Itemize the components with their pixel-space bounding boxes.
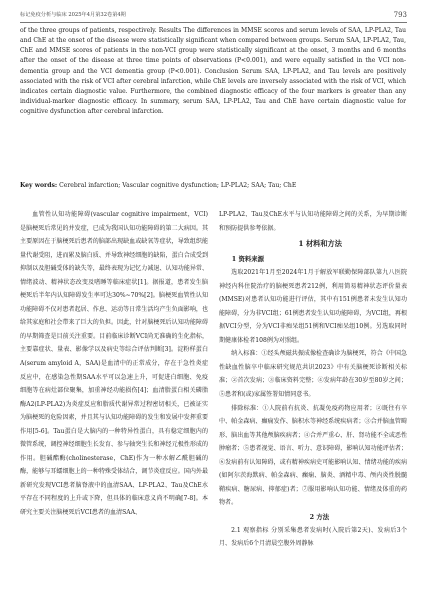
running-header bbox=[20, 11, 407, 21]
journal-header: 标记免疫分析与临床 2025年4月第32卷第4期 bbox=[20, 12, 126, 18]
abstract-paragraph: of the three groups of patients, respectively. Results The differences in MMSE scores and serum levels of SAA, LP-PLA2, Tau and ChE at the onset of the disease were statistically significant when compared between groups. Serum SAA, LP-PLA2, Tau, ChE and MMSE scores of patients in the non-VCI group were statistically significant at the onset, 3 months and 6 months after the onset of the disease at three time points of observations (P<0.001), and were equally satisfied in the VCI non-dementia group and the VCI dementia group (P<0.001). Conclusion Serum SAA, LP-PLA2, and Tau levels are positively associated with the risk of VCI after cerebral infarction, while ChE levels are inversely associated with the risk of VCI, which indicates certain diagnostic value. Furthermore, the combined diagnostic efficacy of the four markers is greater than any individual-marker diagnostic efficacy. In summary, serum SAA, LP-PLA2, Tau and ChE have certain diagnostic value for cognitive dysfunction after cerebral infarction. bbox=[20, 27, 406, 116]
paragraph-exclusion: 排除标准：①人院前有抗炎、抗凝免疫药物应用者；②既往有卒中、帕金森病、癫痫发作、脑积水等神经系统疾病者；③合并脑血管畸形、脑出血等其他颅脑疾病者；④合并严重心、肝、肾功能不全或恶性肿瘤者；⑤患者视觉、语言、听力、意识障碍，影响认知功能评估者；⑥发病前有认知障碍，或有精神疾病史可能影响认知、情绪功能的疾病(如阿尔茨海默病、帕金森病、癫痫、脑炎、酒精中毒、颅内炎性脱髓鞘疾病、糖尿病、抑郁症)者；⑦服用影响认知功能、情绪及体重的药物者。 bbox=[219, 404, 407, 507]
left-column bbox=[20, 208, 208, 520]
right-column bbox=[219, 208, 407, 551]
intro-continuation: LP-PLA2、Tau及ChE水平与认知功能障碍之间的关系，为早期诊断和预防提供参考依据。 bbox=[219, 211, 407, 232]
paragraph-inclusion: 纳入标准：①经头颅磁共振成像检查确诊为脑梗死，符合《中国急性缺血性脑卒中临床研究规范共识2023》中有关脑梗死诊断相关标准；②首次发病；③临床资料完整；④发病年龄在30岁至80岁之间；⑤患者和(或)家属签署知情同意书。 bbox=[219, 350, 407, 399]
paragraph-methods: 2.1 观察指标 分别采集患者发病时(入院后第2天)、发病后3个月、发病后6个月清晨空腹外周静脉 bbox=[219, 526, 407, 548]
section-title: 1 材料和方法 bbox=[298, 239, 342, 249]
page-number: 793 bbox=[393, 11, 407, 19]
header-rule bbox=[20, 22, 407, 23]
english-abstract bbox=[20, 26, 406, 117]
keywords-text: Cerebral infarction; Vascular cognitive dysfunction; LP-PLA2; SAA; Tau; ChE bbox=[59, 182, 297, 189]
paragraph-data-source: 选取2021年1月至2024年1月于解放军联勤保障部队第九八医院神经内科住院治疗的脑梗死患者212例，利用简易精神状态评价量表(MMSE)对患者认知功能进行评估，其中有151例患者未发生认知功能障碍，分为非VCI组；61例患者发生认知功能障碍，为VCI组，再根据VCI分型，分为VCI非痴呆组51例和VCI痴呆组10例。另选取同时期健康体检者108例为对照组。 bbox=[219, 269, 407, 344]
subsection-title-2: 2 方法 bbox=[309, 512, 330, 521]
keywords-label: Key words: bbox=[20, 182, 58, 189]
intro-paragraph: 血管性认知功能障碍(vascular cognitive impairment，VCI)是脑梗死后常见的并发症，已成为我国认知功能障碍的第二大病因。其主要原因在于脑梗死后患者的脑部出现缺血或缺氧等症状，导致组织能量代谢受阻，进而累及脑白质、并导致神经细胞的缺陷，蛋白合成受到抑制以及胆碱受体的缺失等，最终表现为记忆力减退、认知功能异常、情绪波动、精神状态改变及嗜睡等临床症状[1]。据报道，患者发生脑梗死后半年内认知障碍发生率可达30%~70%[2]。脑梗死血管性认知功能障碍不仅对患者起居、作息、运动等日常生活均产生负面影响，也给其家庭和社会带来了巨大的负担。因此，针对脑梗死后认知功能障碍的早期筛查是目前关注重要。目前临床诊断VCI尚无准确的生化指标，主要靠症状、量表、影像学以及病史等综合评估判断[3]。淀粉样蛋白A(serum amyloid A，SAA)是血清中的正常成分，存在于急性炎症反应中，在感染急性期SAA水平可以急速上升，可促进白细胞、免疫细胞等在病灶部位聚集，加重神经功能损伤[4]；血清脂蛋白相关磷脂酶A2(LP-PLA2)为炎症反应和脂质代谢异常过程密切相关，已被证实为脑梗死的危险因素，并且其与认知功能障碍的发生和发展中发挥重要作用[5-6]。Tau蛋白是大脑内的一种特异性蛋白，具有稳定细胞内的微管系统，调控神经细胞生长发育、参与轴突生长和神经元极性形成的作用。胆碱酯酶(cholinesterase，ChE)作为一种水解乙酰胆碱的酶，能够与耳蠕细胞上的一种特殊受体结合，调节炎症反应。国内外最新研究发现VCI患者脑脊液中的血清SAA、LP-PLA2、Tau及ChE水平存在不同程度的上升或下降，但具体的临床意义尚不明确[7-8]。本研究主要关注脑梗死后VCI患者的血清SAA、 bbox=[20, 211, 208, 517]
subsection-title-1: 1 资料来源 bbox=[231, 255, 265, 264]
keywords bbox=[20, 181, 406, 191]
